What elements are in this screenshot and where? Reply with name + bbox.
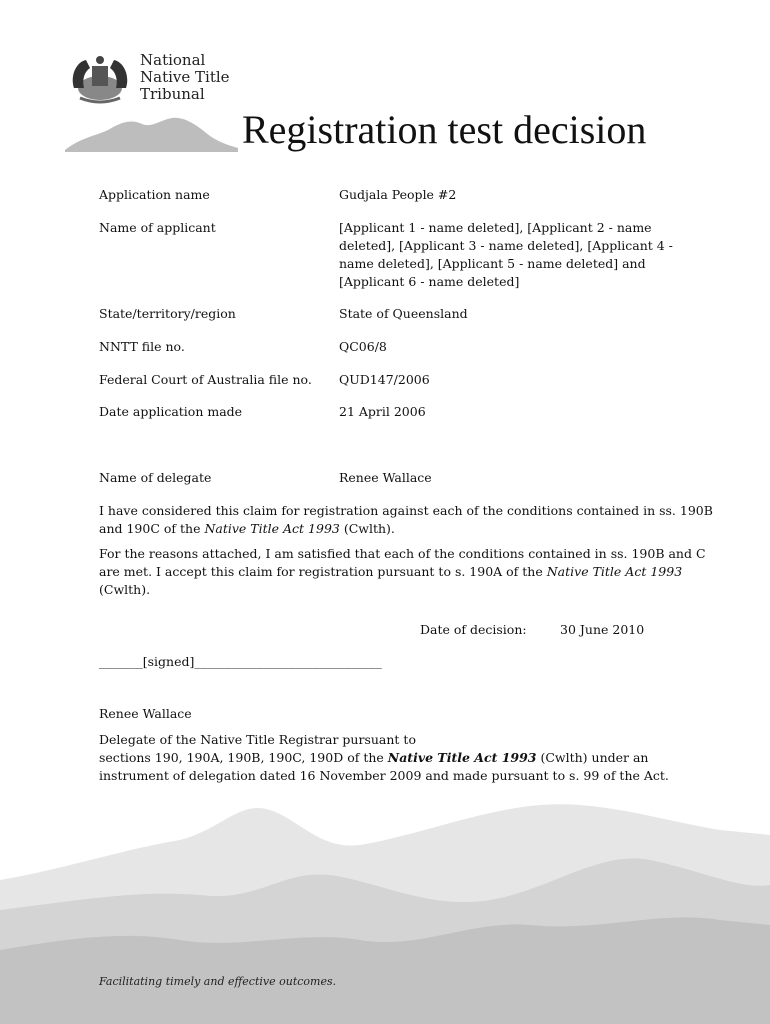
delegate-line2 xyxy=(99,749,719,785)
detail-label: Date application made xyxy=(99,404,243,419)
delegate-name: Renee Wallace xyxy=(99,706,192,721)
decision-date-label: Date of decision: xyxy=(420,622,527,637)
detail-label: Name of applicant xyxy=(99,220,216,235)
act-name: Native Title Act 1993 xyxy=(204,521,340,536)
detail-label: Federal Court of Australia file no. xyxy=(99,372,312,387)
footer-tagline: Facilitating timely and effective outcomes. xyxy=(99,975,337,988)
org-name-line3: Tribunal xyxy=(140,85,205,103)
consideration-paragraph xyxy=(99,502,719,538)
delegate-authority xyxy=(99,731,719,785)
decision-paragraph xyxy=(99,545,719,599)
detail-label: State/territory/region xyxy=(99,306,236,321)
paragraph-text: For the reasons attached, I am satisfied that each of the conditions contained in ss. 190B and C are met. I accept this claim for registration pursuant to s. 190A of the xyxy=(99,546,706,579)
decision-date-value: 30 June 2010 xyxy=(560,622,645,637)
org-name-line1: National xyxy=(140,51,206,69)
paragraph-text: I have considered this claim for registration against each of the conditions contained in ss. 190B and 190C of the xyxy=(99,503,713,536)
act-name: Native Title Act 1993 xyxy=(387,750,537,765)
paragraph-text: sections 190, 190A, 190B, 190C, 190D of the xyxy=(99,750,388,765)
detail-value: Gudjala People #2 xyxy=(339,187,457,202)
detail-value: [Applicant 1 - name deleted], [Applicant 2 - name deleted], [Applicant 3 - name deleted], [Applicant 4 - name deleted], [Applicant 5 - name deleted] and [Applicant 6 - name deleted] xyxy=(339,220,673,289)
paragraph-text: (Cwlth) under an instrument of delegation dated 16 November 2009 and made pursuant to s. 99 of the Act. xyxy=(99,750,669,783)
paragraph-text: (Cwlth). xyxy=(339,521,395,536)
detail-value: Renee Wallace xyxy=(339,470,432,485)
detail-label: Application name xyxy=(99,187,210,202)
detail-value: QUD147/2006 xyxy=(339,372,430,387)
detail-label: NNTT file no. xyxy=(99,339,185,354)
delegate-line1: Delegate of the Native Title Registrar pursuant to xyxy=(99,732,416,747)
paragraph-text: (Cwlth). xyxy=(99,582,151,597)
decision-date xyxy=(420,622,645,637)
detail-value: State of Queensland xyxy=(339,306,468,321)
organisation-name xyxy=(140,52,230,103)
hills-background xyxy=(0,790,770,1024)
tribunal-logo xyxy=(60,48,240,158)
detail-value: QC06/8 xyxy=(339,339,387,354)
org-name-line2: Native Title xyxy=(140,68,230,86)
signature-line: _______[signed]______________________________ xyxy=(99,654,382,669)
detail-value: 21 April 2006 xyxy=(339,404,426,419)
act-name: Native Title Act 1993 xyxy=(546,564,683,579)
detail-label: Name of delegate xyxy=(99,470,212,485)
document-title: Registration test decision xyxy=(242,107,647,152)
